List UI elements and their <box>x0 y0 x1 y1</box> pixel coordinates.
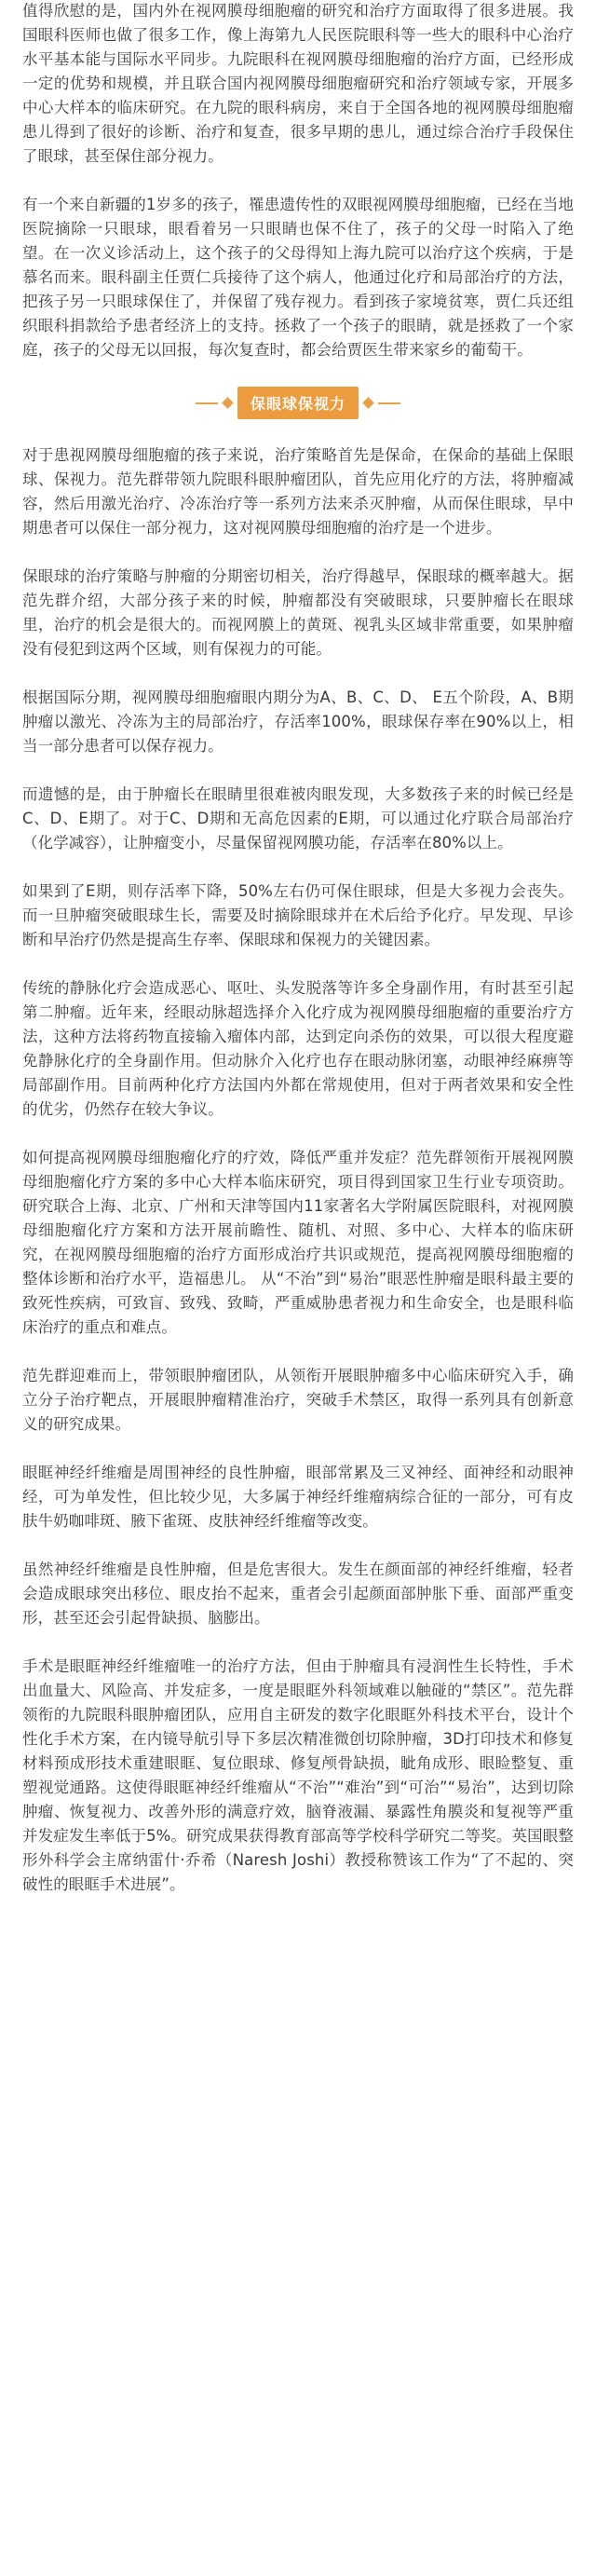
diamond-icon <box>222 397 234 409</box>
article-paragraph: 值得欣慰的是，国内外在视网膜母细胞瘤的研究和治疗方面取得了很多进展。我国眼科医师也做了很多工作，像上海第九人民医院眼科等一些大的眼科中心治疗水平基本能与国际水平同步。九院眼科在视网膜母细胞瘤的治疗方面，已经形成一定的优势和规模，并且联合国内视网膜母细胞瘤研究和治疗领域专家，开展多中心大样本的临床研究。在九院的眼科病房，来自于全国各地的视网膜母细胞瘤患儿得到了很好的诊断、治疗和复查，很多早期的患儿，通过综合治疗手段保住了眼球，甚至保住部分视力。 <box>22 2 574 165</box>
article-paragraph: 有一个来自新疆的1岁多的孩子，罹患遗传性的双眼视网膜母细胞瘤，已经在当地医院摘除一只眼球，眼看着另一只眼睛也保不住了，孩子的父母一时陷入了绝望。在一次义诊活动上，这个孩子的父母得知上海九院可以治疗这个疾病，于是慕名而来。眼科副主任贾仁兵接待了这个病人，他通过化疗和局部治疗的方法，把孩子另一只眼球保住了，并保留了残存视力。看到孩子家境贫寒，贾仁兵还组织眼科捐款给予患者经济上的支持。拯救了一个孩子的眼睛，就是拯救了一个家庭，孩子的父母无以回报，每次复查时，都会给贾医生带来家乡的葡萄干。 <box>22 196 574 359</box>
section-heading <box>22 387 574 419</box>
article-paragraph: 手术是眼眶神经纤维瘤唯一的治疗方法，但由于肿瘤具有浸润性生长特性，手术出血量大、风险高、并发症多，一度是眼眶外科领域难以触碰的“禁区”。范先群领衔的九院眼科眼肿瘤团队，应用自主研发的数字化眼眶外科技术平台，设计个性化手术方案，在内镜导航引导下多层次精准微创切除肿瘤，3D打印技术和修复材料预成形技术重建眼眶、复位眼球、修复颅骨缺损，眦角成形、眼睑整复、重塑视觉通路。这使得眼眶神经纤维瘤从“不治”“难治”到“可治”“易治”，达到切除肿瘤、恢复视力、改善外形的满意疗效，脑脊液漏、暴露性角膜炎和复视等严重并发症发生率低于5%。研究成果获得教育部高等学校科学研究二等奖。英国眼整形外科学会主席纳雷什·乔希（Naresh Joshi）教授称赞该工作为“了不起的、突破性的眼眶手术进展”。 <box>22 1657 574 1893</box>
article-paragraph: 如何提高视网膜母细胞瘤化疗的疗效，降低严重并发症？范先群领衔开展视网膜母细胞瘤化疗方案的多中心大样本临床研究，项目得到国家卫生行业专项资助。研究联合上海、北京、广州和天津等国内11家著名大学附属医院眼科，对视网膜母细胞瘤化疗方案和方法开展前瞻性、随机、对照、多中心、大样本的临床研究，在视网膜母细胞瘤的治疗方面形成治疗共识或规范，提高视网膜母细胞瘤的整体诊断和治疗水平，造福患儿。 从“不治”到“易治”眼恶性肿瘤是眼科最主要的致死性疾病，可致盲、致残、致畸，严重威胁患者视力和生命安全，也是眼科临床治疗的重点和难点。 <box>22 1149 574 1336</box>
diamond-icon <box>362 397 374 409</box>
heading-left-line <box>196 402 218 404</box>
article-paragraph: 传统的静脉化疗会造成恶心、呕吐、头发脱落等许多全身副作用，有时甚至引起第二肿瘤。近年来，经眼动脉超选择介入化疗成为视网膜母细胞瘤的重要治疗方法，这种方法将药物直接输入瘤体内部，达到定向杀伤的效果，可以很大程度避免静脉化疗的全身副作用。但动脉介入化疗也存在眼动脉闭塞，动眼神经麻痹等局部副作用。目前两种化疗方法国内外都在常规使用，但对于两者效果和安全性的优劣，仍然存在较大争议。 <box>22 979 574 1118</box>
section-title: 保眼球保视力 <box>237 387 359 419</box>
article-paragraph: 对于患视网膜母细胞瘤的孩子来说，治疗策略首先是保命，在保命的基础上保眼球、保视力。范先群带领九院眼科眼肿瘤团队，首先应用化疗的方法，将肿瘤减容，然后用激光治疗、冷冻治疗等一系列方法来杀灭肿瘤，从而保住眼球，早中期患者可以保住一部分视力，这对视网膜母细胞瘤的治疗是一个进步。 <box>22 446 574 537</box>
article-paragraph: 而遗憾的是，由于肿瘤长在眼睛里很难被肉眼发现，大多数孩子来的时候已经是C、D、E期了。对于C、D期和无高危因素的E期，可以通过化疗联合局部治疗（化学减容），让肿瘤变小，尽量保留视网膜功能，存活率在80%以上。 <box>22 785 574 852</box>
article-paragraph: 范先群迎难而上，带领眼肿瘤团队，从领衔开展眼肿瘤多中心临床研究入手，确立分子治疗靶点，开展眼肿瘤精准治疗，突破手术禁区，取得一系列具有创新意义的研究成果。 <box>22 1367 574 1433</box>
article-paragraph: 虽然神经纤维瘤是良性肿瘤，但是危害很大。发生在颜面部的神经纤维瘤，轻者会造成眼球突出移位、眼皮抬不起来，重者会引起颜面部肿胀下垂、面部严重变形，甚至还会引起骨缺损、脑膨出。 <box>22 1561 574 1627</box>
heading-right-line <box>378 402 400 404</box>
article-paragraph: 保眼球的治疗策略与肿瘤的分期密切相关，治疗得越早，保眼球的概率越大。据范先群介绍，大部分孩子来的时候，肿瘤都没有突破眼球，只要肿瘤长在眼球里，治疗的机会是很大的。而视网膜上的黄斑、视乳头区域非常重要，如果肿瘤没有侵犯到这两个区域，则有保视力的可能。 <box>22 567 574 658</box>
article-paragraph: 如果到了E期，则存活率下降，50%左右仍可保住眼球，但是大多视力会丧失。而一旦肿瘤突破眼球生长，需要及时摘除眼球并在术后给予化疗。早发现、早诊断和早治疗仍然是提高生存率、保眼球和保视力的关键因素。 <box>22 882 574 948</box>
article-paragraph: 眼眶神经纤维瘤是周围神经的良性肿瘤，眼部常累及三叉神经、面神经和动眼神经，可为单发性，但比较少见，大多属于神经纤维瘤病综合征的一部分，可有皮肤牛奶咖啡斑、腋下雀斑、皮肤神经纤维瘤等改变。 <box>22 1464 574 1530</box>
article-paragraph: 根据国际分期，视网膜母细胞瘤眼内期分为A、B、C、D、 E五个阶段，A、B期肿瘤以激光、冷冻为主的局部治疗，存活率100%，眼球保存率在90%以上，相当一部分患者可以保存视力。 <box>22 688 574 755</box>
